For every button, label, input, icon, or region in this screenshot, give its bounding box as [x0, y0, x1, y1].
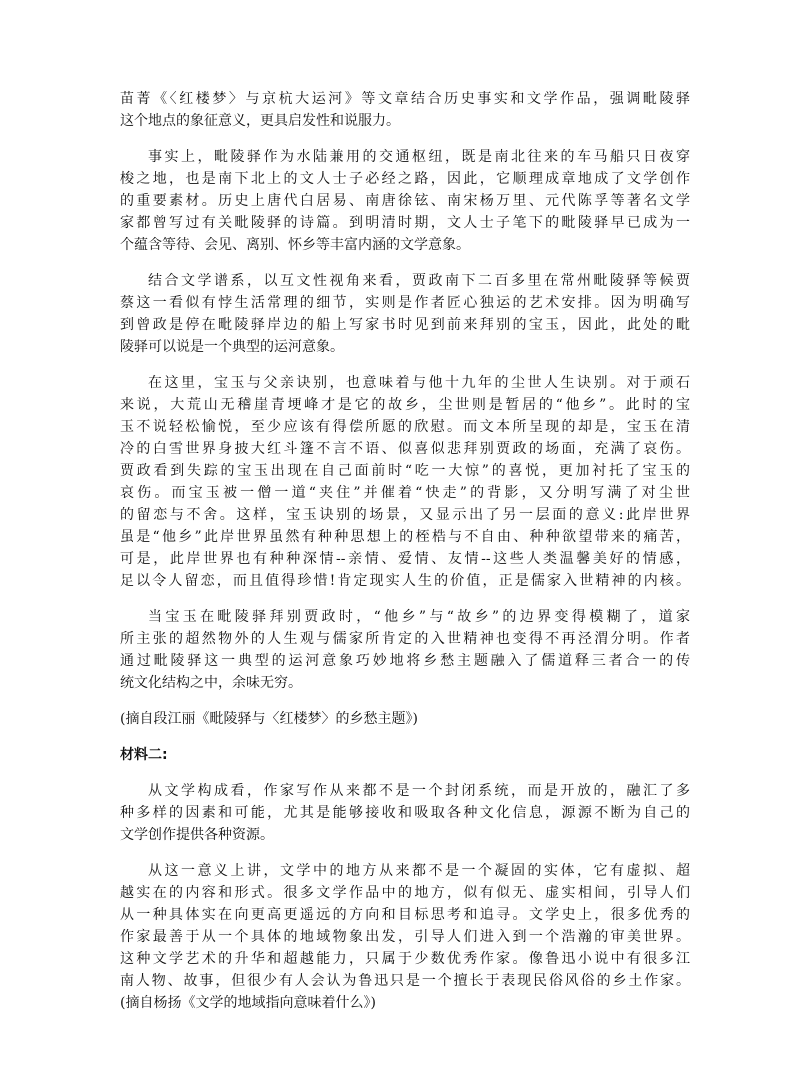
text-line: 结合文学谱系，以互文性视角来看，贾政南下二百多里在常州毗陵驿等候贾 [148, 273, 690, 289]
text-line: 从一种具体实在向更高更遥远的方向和目标思考和追寻。文学史上，很多优秀的 [120, 907, 690, 923]
text-line: 梭之地，也是南下北上的文人士子必经之路，因此，它顺理成章地成了文学创作 [120, 171, 690, 187]
text-line: 陵驿可以说是一个典型的运河意象。 [120, 339, 344, 355]
text-line: 家都曾写过有关毗陵驿的诗篇。到明清时期，文人士子笔下的毗陵驿早已成为一 [120, 215, 690, 231]
text-line: 统文化结构之中，余味无穷。 [120, 675, 302, 691]
text-line: 到曾政是停在毗陵驿岸边的船上写家书时见到前来拜别的宝玉，因此，此处的毗 [120, 317, 690, 333]
text-line: 的留恋与不舍。这样，宝玉诀别的场景，又显示出了另一层面的意义:此岸世界 [120, 507, 690, 523]
text-line: 事实上，毗陵驿作为水陆兼用的交通枢纽，既是南北往来的车马船只日夜穿 [148, 149, 690, 165]
text-line: 这个地点的象征意义，更具启发性和说服力。 [120, 113, 400, 129]
paragraph-farewell [120, 372, 690, 592]
text-line: 所主张的超然物外的人生观与儒家所肯定的入世精神也变得不再泾渭分明。作者 [120, 631, 690, 647]
text-line: 越实在的内容和形式。很多文学作品中的地方，似有似无、虚实相间，引导人们 [120, 885, 690, 901]
text-line: 这种文学艺术的升华和超越能力，只属于少数优秀作家。像鲁迅小说中有很多江 [120, 951, 690, 967]
source-citation: (摘自段江丽《毗陵驿与〈红楼梦〉的乡愁主题》) [120, 711, 418, 727]
text-line: 哀伤。而宝玉被一僧一道“夹住”并催着“快走”的背影，又分明写满了对尘世 [120, 485, 690, 501]
text-line: 作家最善于从一个具体的地域物象出发，引导人们进入到一个浩瀚的审美世界。 [120, 929, 690, 945]
text-line: 在这里，宝玉与父亲诀别，也意味着与他十九年的尘世人生诀别。对于顽石 [148, 375, 690, 391]
text-line: 从这一意义上讲，文学中的地方从来都不是一个凝固的实体，它有虚拟、超 [148, 863, 690, 879]
text-line: 种多样的因素和可能，尤其是能够接收和吸取各种文化信息，源源不断为自己的 [120, 805, 690, 821]
text-line: 的重要素材。历史上唐代白居易、南唐徐铉、南宋杨万里、元代陈孚等著名文学 [120, 193, 690, 209]
text-line: 虽是“他乡”此岸世界虽然有种种思想上的桎梏与不自由、种种欲望带来的痛苦， [120, 529, 690, 545]
text-line: 个蕴含等待、会见、离别、怀乡等丰富内涵的文学意象。 [120, 237, 470, 253]
paragraph-intro [120, 88, 690, 132]
text-line: 从文学构成看，作家写作从来都不是一个封闭系统，而是开放的，融汇了多 [148, 783, 690, 799]
paragraph-literary-place [120, 860, 690, 1014]
text-line: 玉不说轻松愉悦，至少应该有得偿所愿的欣慰。而文本所呈现的却是，宝玉在清 [120, 419, 690, 435]
paragraph-conclusion [120, 606, 690, 694]
text-line: 通过毗陵驿这一典型的运河意象巧妙地将乡愁主题融入了儒道释三者合一的传 [120, 653, 690, 669]
text-line: 贾政看到失踪的宝玉出现在自己面前时“吃一大惊”的喜悦，更加衬托了宝玉的 [120, 463, 690, 479]
text-line: 蔡这一看似有悖生活常理的细节，实则是作者匠心独运的艺术安排。因为明确写 [120, 295, 690, 311]
text-line: 足以令人留恋，而且值得珍惜!肯定现实人生的价值，正是儒家入世精神的内核。 [120, 573, 690, 589]
source-citation: (摘自杨扬《文学的地域指向意味着什么》) [120, 995, 376, 1011]
text-line: 当宝玉在毗陵驿拜别贾政时，“他乡”与“故乡”的边界变得模糊了，道家 [148, 609, 690, 625]
paragraph-literary-composition [120, 780, 690, 846]
paragraph-intertextual [120, 270, 690, 358]
text-line: 文学创作提供各种资源。 [120, 827, 274, 843]
paragraph-pilingyi-hub [120, 146, 690, 256]
text-line: 来说，大荒山无稽崖青埂峰才是它的故乡，尘世则是暂居的“他乡”。此时的宝 [120, 397, 690, 413]
text-line: 苗菁《〈红楼梦〉与京杭大运河》等文章结合历史事实和文学作品，强调毗陵驿 [120, 91, 690, 107]
document-page [120, 88, 690, 1014]
text-line: 冷的白雪世界身披大红斗篷不言不语、似喜似悲拜别贾政的场面，充满了哀伤。 [120, 441, 690, 457]
text-line: 可是，此岸世界也有种种深情--亲情、爱情、友情--这些人类温馨美好的情感， [120, 551, 690, 567]
text-line: 南人物、故事，但很少有人会认为鲁迅只是一个擅长于表现民俗风俗的乡土作家。 [120, 973, 690, 989]
section-heading: 材料二: [120, 747, 168, 763]
